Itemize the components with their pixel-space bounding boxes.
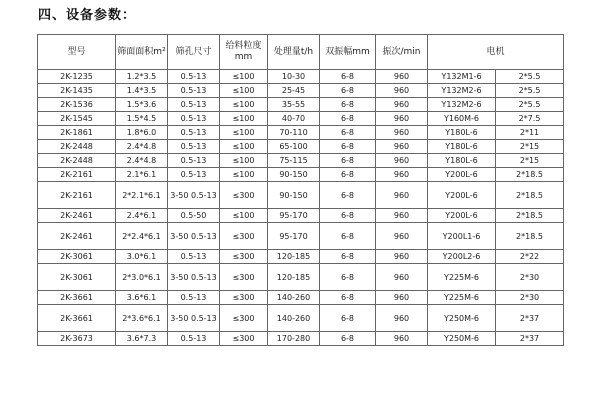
frequency-cell: 960 [376,126,428,140]
table-row [38,332,564,346]
capacity-cell: 35-55 [268,98,320,112]
area-cell: 1.8*6.0 [116,126,168,140]
power-cell: 2*37 [496,305,564,332]
feed-cell: ≤100 [220,112,268,126]
header-capacity: 处理量t/h [268,35,320,70]
amplitude-cell: 6-8 [320,250,376,264]
frequency-cell: 960 [376,250,428,264]
header-area: 筛面面积m² [116,35,168,70]
feed-cell: ≤300 [220,223,268,250]
capacity-cell: 120-185 [268,250,320,264]
spec-table [37,34,564,346]
hole-cell: 0.5-13 [168,70,220,84]
power-cell: 2*5.5 [496,84,564,98]
area-cell: 3.6*6.1 [116,291,168,305]
amplitude-cell: 6-8 [320,332,376,346]
table-row [38,264,564,291]
header-feed: 给料粒度mm [220,35,268,70]
power-cell: 2*18.5 [496,209,564,223]
header-model: 型号 [38,35,116,70]
power-cell: 2*18.5 [496,168,564,182]
power-cell: 2*5.5 [496,98,564,112]
motor-cell: Y250M-6 [428,332,496,346]
model-cell: 2K-1536 [38,98,116,112]
amplitude-cell: 6-8 [320,291,376,305]
hole-cell: 0.5-13 [168,154,220,168]
feed-cell: ≤100 [220,84,268,98]
amplitude-cell: 6-8 [320,223,376,250]
capacity-cell: 140-260 [268,291,320,305]
amplitude-cell: 6-8 [320,84,376,98]
capacity-cell: 140-260 [268,305,320,332]
capacity-cell: 170-280 [268,332,320,346]
table-row [38,112,564,126]
amplitude-cell: 6-8 [320,70,376,84]
feed-cell: ≤300 [220,264,268,291]
amplitude-cell: 6-8 [320,126,376,140]
amplitude-cell: 6-8 [320,98,376,112]
motor-cell: Y200L2-6 [428,250,496,264]
header-amplitude: 双振幅mm [320,35,376,70]
table-row [38,154,564,168]
feed-cell: ≤100 [220,209,268,223]
motor-cell: Y200L-6 [428,209,496,223]
capacity-cell: 95-170 [268,209,320,223]
hole-cell: 0.5-13 [168,112,220,126]
table-row [38,223,564,250]
capacity-cell: 25-45 [268,84,320,98]
hole-cell: 3-50 0.5-13 [168,182,220,209]
motor-cell: Y132M2-6 [428,98,496,112]
area-cell: 2*2.4*6.1 [116,223,168,250]
model-cell: 2K-1235 [38,70,116,84]
amplitude-cell: 6-8 [320,112,376,126]
area-cell: 2.4*6.1 [116,209,168,223]
frequency-cell: 960 [376,70,428,84]
feed-cell: ≤300 [220,291,268,305]
feed-cell: ≤300 [220,250,268,264]
frequency-cell: 960 [376,98,428,112]
area-cell: 1.5*3.6 [116,98,168,112]
feed-cell: ≤300 [220,305,268,332]
area-cell: 2.4*4.8 [116,154,168,168]
feed-cell: ≤300 [220,332,268,346]
power-cell: 2*5.5 [496,70,564,84]
feed-cell: ≤100 [220,126,268,140]
amplitude-cell: 6-8 [320,140,376,154]
capacity-cell: 70-110 [268,126,320,140]
hole-cell: 0.5-13 [168,332,220,346]
table-row [38,291,564,305]
motor-cell: Y132M2-6 [428,84,496,98]
capacity-cell: 65-100 [268,140,320,154]
feed-cell: ≤100 [220,154,268,168]
table-row [38,140,564,154]
model-cell: 2K-3673 [38,332,116,346]
hole-cell: 0.5-13 [168,140,220,154]
frequency-cell: 960 [376,291,428,305]
motor-cell: Y250M-6 [428,305,496,332]
motor-cell: Y180L-6 [428,126,496,140]
capacity-cell: 90-150 [268,168,320,182]
power-cell: 2*7.5 [496,112,564,126]
motor-cell: Y225M-6 [428,264,496,291]
frequency-cell: 960 [376,140,428,154]
motor-cell: Y132M1-6 [428,70,496,84]
model-cell: 2K-1435 [38,84,116,98]
feed-cell: ≤100 [220,140,268,154]
motor-cell: Y180L-6 [428,154,496,168]
model-cell: 2K-2161 [38,182,116,209]
power-cell: 2*15 [496,140,564,154]
frequency-cell: 960 [376,305,428,332]
hole-cell: 3-50 0.5-13 [168,223,220,250]
table-row [38,182,564,209]
table-row [38,70,564,84]
table-row [38,250,564,264]
feed-cell: ≤100 [220,70,268,84]
hole-cell: 3-50 0.5-13 [168,305,220,332]
frequency-cell: 960 [376,209,428,223]
section-heading: 四、设备参数： [38,8,137,23]
header-row [38,35,564,70]
area-cell: 2.4*4.8 [116,140,168,154]
frequency-cell: 960 [376,182,428,209]
power-cell: 2*37 [496,332,564,346]
model-cell: 2K-3661 [38,305,116,332]
header-motor: 电机 [428,35,564,70]
frequency-cell: 960 [376,332,428,346]
hole-cell: 3-50 0.5-13 [168,264,220,291]
area-cell: 2*3.0*6.1 [116,264,168,291]
area-cell: 1.5*4.5 [116,112,168,126]
motor-cell: Y180L-6 [428,140,496,154]
capacity-cell: 40-70 [268,112,320,126]
model-cell: 2K-2448 [38,140,116,154]
amplitude-cell: 6-8 [320,264,376,291]
amplitude-cell: 6-8 [320,168,376,182]
header-frequency: 振次/min [376,35,428,70]
amplitude-cell: 6-8 [320,305,376,332]
capacity-cell: 95-170 [268,223,320,250]
area-cell: 2*2.1*6.1 [116,182,168,209]
model-cell: 2K-3061 [38,250,116,264]
area-cell: 2*3.6*6.1 [116,305,168,332]
power-cell: 2*30 [496,291,564,305]
hole-cell: 0.5-13 [168,291,220,305]
feed-cell: ≤300 [220,182,268,209]
frequency-cell: 960 [376,112,428,126]
hole-cell: 0.5-13 [168,250,220,264]
hole-cell: 0.5-50 [168,209,220,223]
table-row [38,126,564,140]
table-row [38,209,564,223]
model-cell: 2K-2461 [38,209,116,223]
motor-cell: Y200L-6 [428,168,496,182]
table-row [38,84,564,98]
hole-cell: 0.5-13 [168,84,220,98]
model-cell: 2K-2448 [38,154,116,168]
area-cell: 3.0*6.1 [116,250,168,264]
table-body [38,70,564,346]
motor-cell: Y200L1-6 [428,223,496,250]
capacity-cell: 75-115 [268,154,320,168]
model-cell: 2K-2161 [38,168,116,182]
frequency-cell: 960 [376,264,428,291]
amplitude-cell: 6-8 [320,154,376,168]
area-cell: 2.1*6.1 [116,168,168,182]
power-cell: 2*11 [496,126,564,140]
motor-cell: Y160M-6 [428,112,496,126]
hole-cell: 0.5-13 [168,126,220,140]
capacity-cell: 90-150 [268,182,320,209]
amplitude-cell: 6-8 [320,182,376,209]
feed-cell: ≤100 [220,168,268,182]
power-cell: 2*30 [496,264,564,291]
amplitude-cell: 6-8 [320,209,376,223]
power-cell: 2*18.5 [496,223,564,250]
motor-cell: Y200L-6 [428,182,496,209]
motor-cell: Y225M-6 [428,291,496,305]
area-cell: 1.2*3.5 [116,70,168,84]
model-cell: 2K-2461 [38,223,116,250]
frequency-cell: 960 [376,168,428,182]
model-cell: 2K-1861 [38,126,116,140]
frequency-cell: 960 [376,154,428,168]
model-cell: 2K-1545 [38,112,116,126]
power-cell: 2*15 [496,154,564,168]
power-cell: 2*22 [496,250,564,264]
model-cell: 2K-3061 [38,264,116,291]
area-cell: 1.4*3.5 [116,84,168,98]
header-hole: 筛孔尺寸 [168,35,220,70]
hole-cell: 0.5-13 [168,98,220,112]
capacity-cell: 120-185 [268,264,320,291]
power-cell: 2*18.5 [496,182,564,209]
table-row [38,305,564,332]
model-cell: 2K-3661 [38,291,116,305]
table-row [38,98,564,112]
feed-cell: ≤100 [220,98,268,112]
table-row [38,168,564,182]
frequency-cell: 960 [376,84,428,98]
frequency-cell: 960 [376,223,428,250]
area-cell: 3.6*7.3 [116,332,168,346]
capacity-cell: 10-30 [268,70,320,84]
hole-cell: 0.5-13 [168,168,220,182]
